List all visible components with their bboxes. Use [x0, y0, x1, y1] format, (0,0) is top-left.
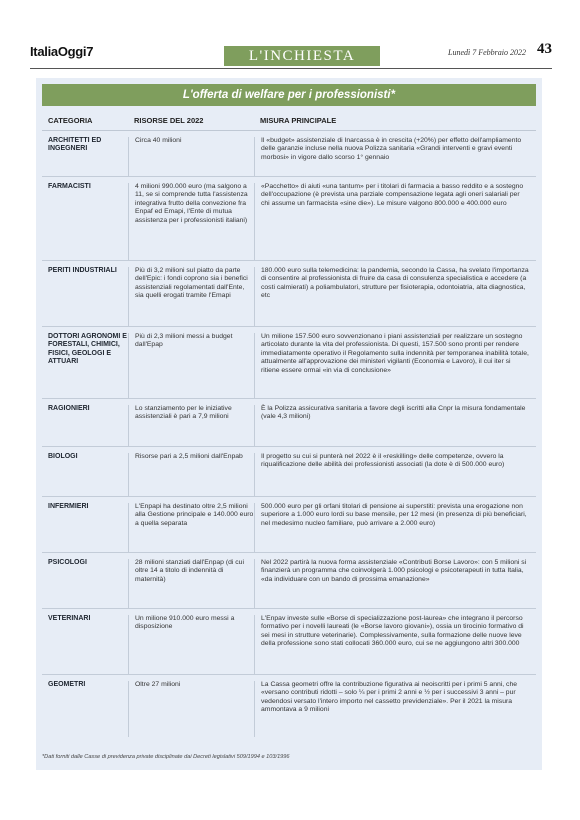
- column-header-categoria: CATEGORIA: [48, 115, 93, 125]
- table-row: [42, 675, 536, 737]
- row-category: RAGIONIERI: [48, 405, 90, 412]
- row-measure: L'Enpav investe sulle «Borse di specializzazione post-laurea» che integrano il percorso formativo per i novelli laureati (le «Borse lavoro giovani»), ossia un tirocinio formativo di sei mesi in strutture veterinarie). Complessivamente, sulla formazione delle nuove leve della professione sono stati collocati 360.000 euro, cui se ne aggiungono altri 300.000: [254, 615, 536, 674]
- row-measure: 500.000 euro per gli orfani titolari di pensione ai superstiti: prevista una erogazione non superiore a 1.000 euro lordi su base mensile, per 12 mesi (in presenza di più beneficiari, nel medesimo nucleo familiare, può arrivare a 2.000 euro): [254, 503, 536, 552]
- row-category: PERITI INDUSTRIALI: [48, 267, 117, 274]
- table-row: [42, 609, 536, 675]
- welfare-box: [36, 78, 542, 770]
- footnote: *Dati forniti dalle Casse di previdenza private disciplinate dai Decreti legislativi 509/1994 e 103/1996: [42, 754, 290, 760]
- table-header: [42, 110, 536, 131]
- section-label: L'INCHIESTA: [224, 46, 380, 66]
- header-rule: [30, 68, 552, 69]
- row-measure: «Pacchetto» di aiuti «una tantum» per i titolari di farmacia a basso reddito e a sostegno dell'occupazione (è prevista una parziale compensazione legata agli oneri salariali per chi assume un farmacista «sine die»). Le misure valgono 800.000 e 400.000 euro: [254, 183, 536, 260]
- table-row: [42, 447, 536, 497]
- row-resources: Oltre 27 milioni: [128, 681, 254, 737]
- welfare-table: [42, 110, 536, 737]
- row-resources: 28 milioni stanziati dall'Enpap (di cui oltre 14 a titolo di indennità di maternità): [128, 559, 254, 608]
- row-measure: La Cassa geometri offre la contribuzione figurativa ai neoiscritti per i primi 5 anni, che «versano contributi ridotti – solo ¼ per i primi 2 anni e ½ per i successivi 3 anni – pur vedendosi versato l'intero importo nel cassetto previdenziale». Per il 2021 la misura ammontava a 9 milioni: [254, 681, 536, 737]
- row-resources: Più di 3,2 milioni sul piatto da parte dell'Epic: i fondi coprono sia i benefici assistenziali regolamentati dall'Ente, sia quelli erogati tramite l'Emapi: [128, 267, 254, 326]
- column-header-misura: MISURA PRINCIPALE: [260, 115, 337, 125]
- table-row: [42, 177, 536, 261]
- row-resources: Circa 40 milioni: [128, 137, 254, 176]
- table-row: [42, 131, 536, 177]
- row-resources: Un milione 910.000 euro messi a disposizione: [128, 615, 254, 674]
- page-number: 43: [537, 41, 552, 57]
- row-category: ARCHITETTI ED INGEGNERI: [48, 137, 102, 153]
- row-category: DOTTORI AGRONOMI E FORESTALI, CHIMICI, FISICI, GEOLOGI E ATTUARI: [48, 333, 127, 366]
- masthead: [30, 40, 552, 68]
- row-category: BIOLOGI: [48, 453, 78, 460]
- row-category: GEOMETRI: [48, 681, 86, 688]
- row-resources: Risorse pari a 2,5 milioni dall'Enpab: [128, 453, 254, 496]
- row-measure: 180.000 euro sulla telemedicina: la pandemia, secondo la Cassa, ha svelato l'importanza di consentire al professionista di fruire da casa di consulenza specialistica e accedere (a costi calmierati) a poliambulatori, strutture per fisioterapia, odontoiatria, alta diagnostica, etc: [254, 267, 536, 326]
- row-measure: Il progetto su cui si punterà nel 2022 è il «reskilling» delle competenze, ovvero la riqualificazione delle abilità dei professionisti associati (la dote è di 500.000 euro): [254, 453, 536, 496]
- row-category: PSICOLOGI: [48, 559, 87, 566]
- box-title: L'offerta di welfare per i professionisti*: [42, 84, 536, 106]
- table-row: [42, 399, 536, 447]
- row-measure: Il «budget» assistenziale di Inarcassa è in crescita (+20%) per effetto dell'ampliamento delle garanzie incluse nella nuova Polizza sanitaria «Grandi interventi e gravi eventi morbosi» in vigore dallo scorso 1° gennaio: [254, 137, 536, 176]
- row-resources: Più di 2,3 milioni messi a budget dall'Epap: [128, 333, 254, 398]
- table-row: [42, 261, 536, 327]
- newspaper-logo: ItaliaOggi7: [30, 44, 94, 59]
- row-measure: È la Polizza assicurativa sanitaria a favore degli iscritti alla Cnpr la misura fondamentale (vale 4,3 milioni): [254, 405, 536, 446]
- row-resources: L'Enpapi ha destinato oltre 2,5 milioni alla Gestione principale e 140.000 euro a quella separata: [128, 503, 254, 552]
- row-resources: 4 milioni 990.000 euro (ma salgono a 11, se si comprende tutta l'assistenza integrativa frutto della convezione fra Enpaf ed Emapi, l'Ente di mutua assistenza per i professionisti italiani): [128, 183, 254, 260]
- issue-date: Lunedì 7 Febbraio 2022: [448, 48, 526, 57]
- table-row: [42, 327, 536, 399]
- row-category: FARMACISTI: [48, 183, 91, 190]
- row-resources: Lo stanziamento per le iniziative assistenziali è pari a 7,9 milioni: [128, 405, 254, 446]
- table-row: [42, 553, 536, 609]
- row-category: VETERINARI: [48, 615, 91, 622]
- row-measure: Un milione 157.500 euro sovvenzionano i piani assistenziali per realizzare un sostegno articolato durante la vita del professionista. Di questi, 157.500 sono pronti per rendere immediatamente operativo il Regolamento sulla indennità per temporanea inabilità totale, attualmente all'approvazione dei ministeri vigilanti (Economia e Lavoro), il cui iter si ritiene essere ormai «in via di conclusione»: [254, 333, 536, 398]
- row-category: INFERMIERI: [48, 503, 89, 510]
- column-header-risorse: RISORSE DEL 2022: [134, 115, 204, 125]
- row-measure: Nel 2022 partirà la nuova forma assistenziale «Contributi Borse Lavoro»: con 5 milioni si finanzierà un programma che coinvolgerà 1.000 psicologi e psicoterapeuti in tutta Italia, «da individuare con un bando di prossima emanazione»: [254, 559, 536, 608]
- table-row: [42, 497, 536, 553]
